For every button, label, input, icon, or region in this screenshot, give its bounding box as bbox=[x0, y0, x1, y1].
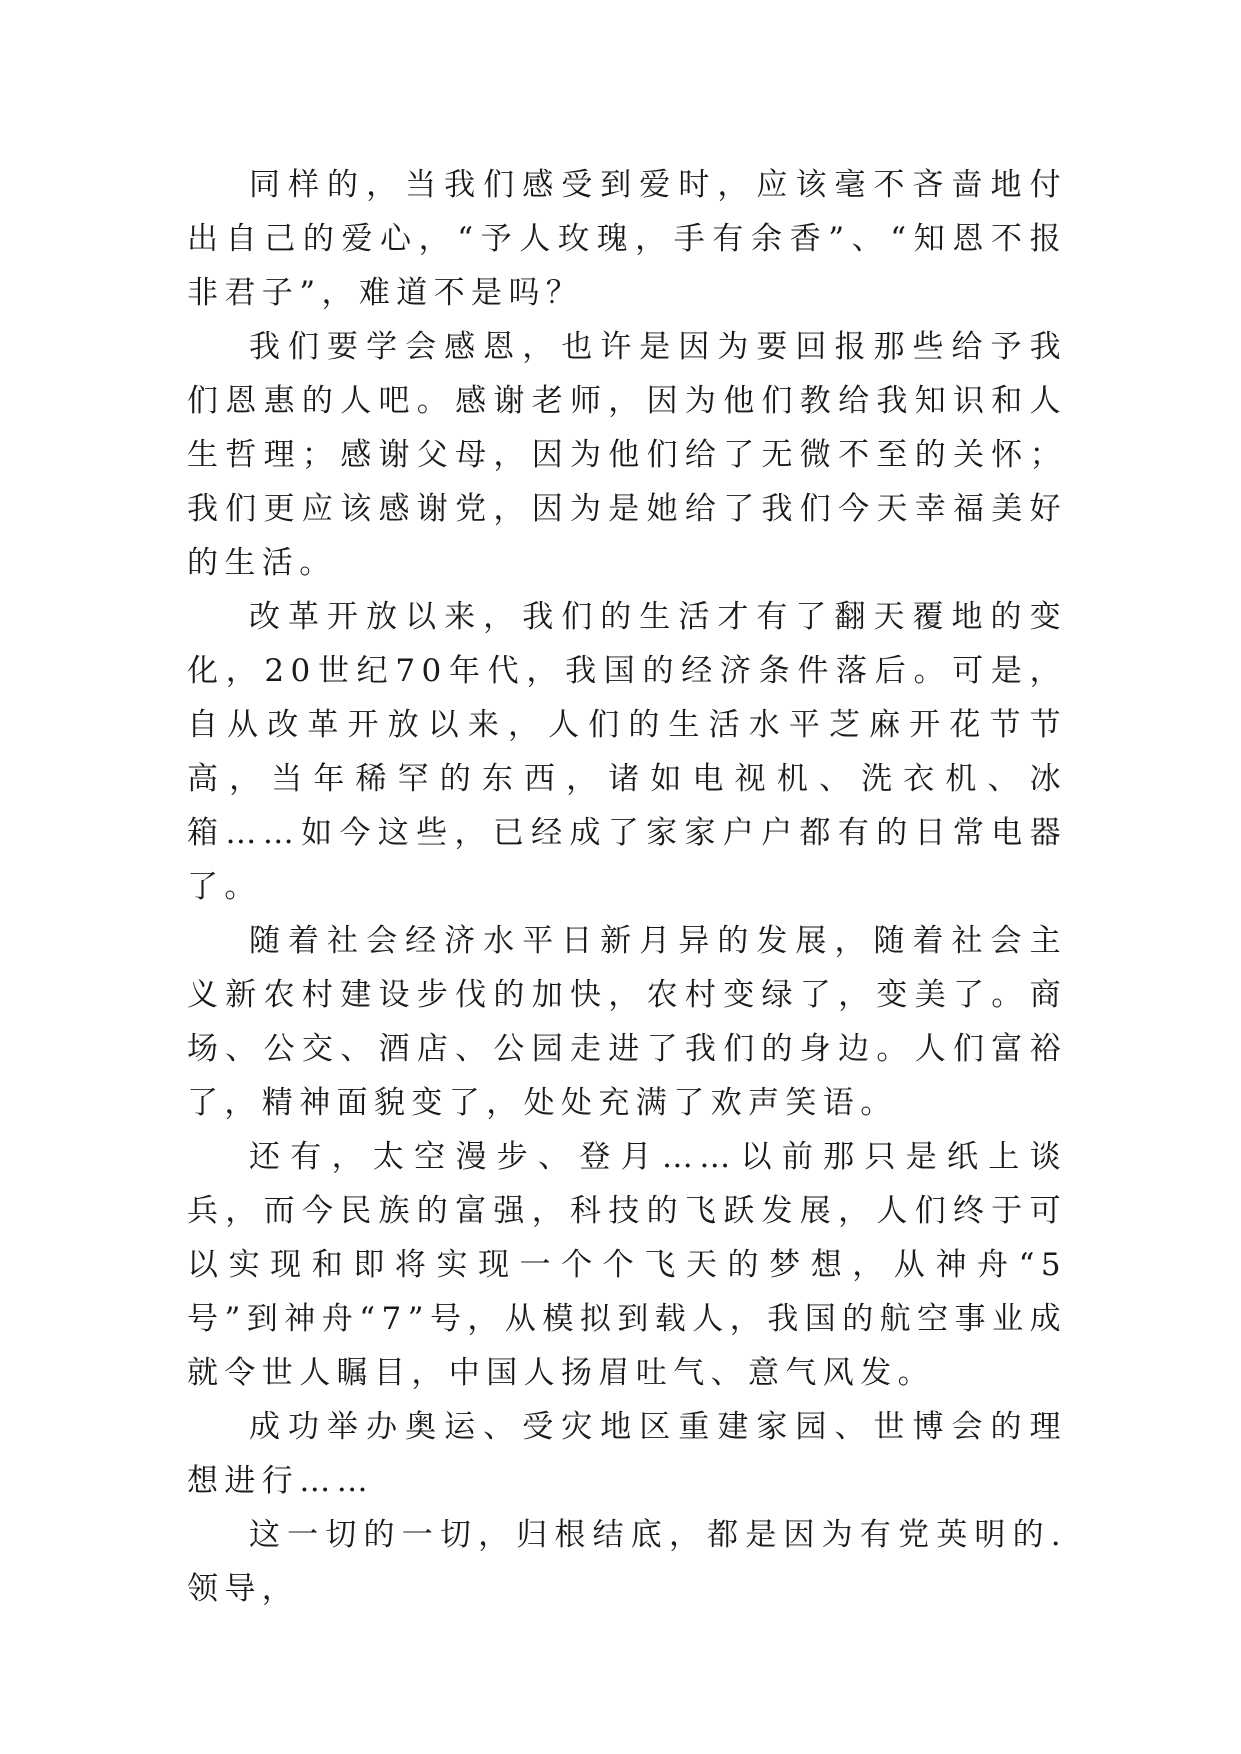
paragraph-gratitude-love: 同样的，当我们感受到爱时，应该毫不吝啬地付出自己的爱心，“予人玫瑰，手有余香”、“知恩不报非君子”，难道不是吗？ bbox=[187, 167, 1067, 311]
paragraph-learn-gratitude: 我们要学会感恩，也许是因为要回报那些给予我们恩惠的人吧。感谢老师，因为他们教给我知识和人生哲理；感谢父母，因为他们给了无微不至的关怀；我们更应该感谢党，因为是她给了我们今天幸福美好的生活。 bbox=[187, 329, 1067, 581]
paragraph-party-leadership: 这一切的一切，归根结底，都是因为有党英明的.领导， bbox=[187, 1517, 1067, 1607]
paragraph-rural-development: 随着社会经济水平日新月异的发展，随着社会主义新农村建设步伐的加快，农村变绿了，变美了。商场、公交、酒店、公园走进了我们的身边。人们富裕了，精神面貌变了，处处充满了欢声笑语。 bbox=[187, 923, 1067, 1121]
body-text bbox=[187, 158, 1067, 1616]
paragraph-reform-opening: 改革开放以来，我们的生活才有了翻天覆地的变化，20世纪70年代，我国的经济条件落后。可是，自从改革开放以来，人们的生活水平芝麻开花节节高，当年稀罕的东西，诸如电视机、洗衣机、冰箱……如今这些，已经成了家家户户都有的日常电器了。 bbox=[187, 599, 1067, 905]
paragraph-olympics-expo: 成功举办奥运、受灾地区重建家园、世博会的理想进行…… bbox=[187, 1409, 1067, 1499]
paragraph-space-achievements: 还有，太空漫步、登月……以前那只是纸上谈兵，而今民族的富强，科技的飞跃发展，人们终于可以实现和即将实现一个个飞天的梦想，从神舟“5号”到神舟“7”号，从模拟到载人，我国的航空事业成就令世人瞩目，中国人扬眉吐气、意气风发。 bbox=[187, 1139, 1067, 1391]
